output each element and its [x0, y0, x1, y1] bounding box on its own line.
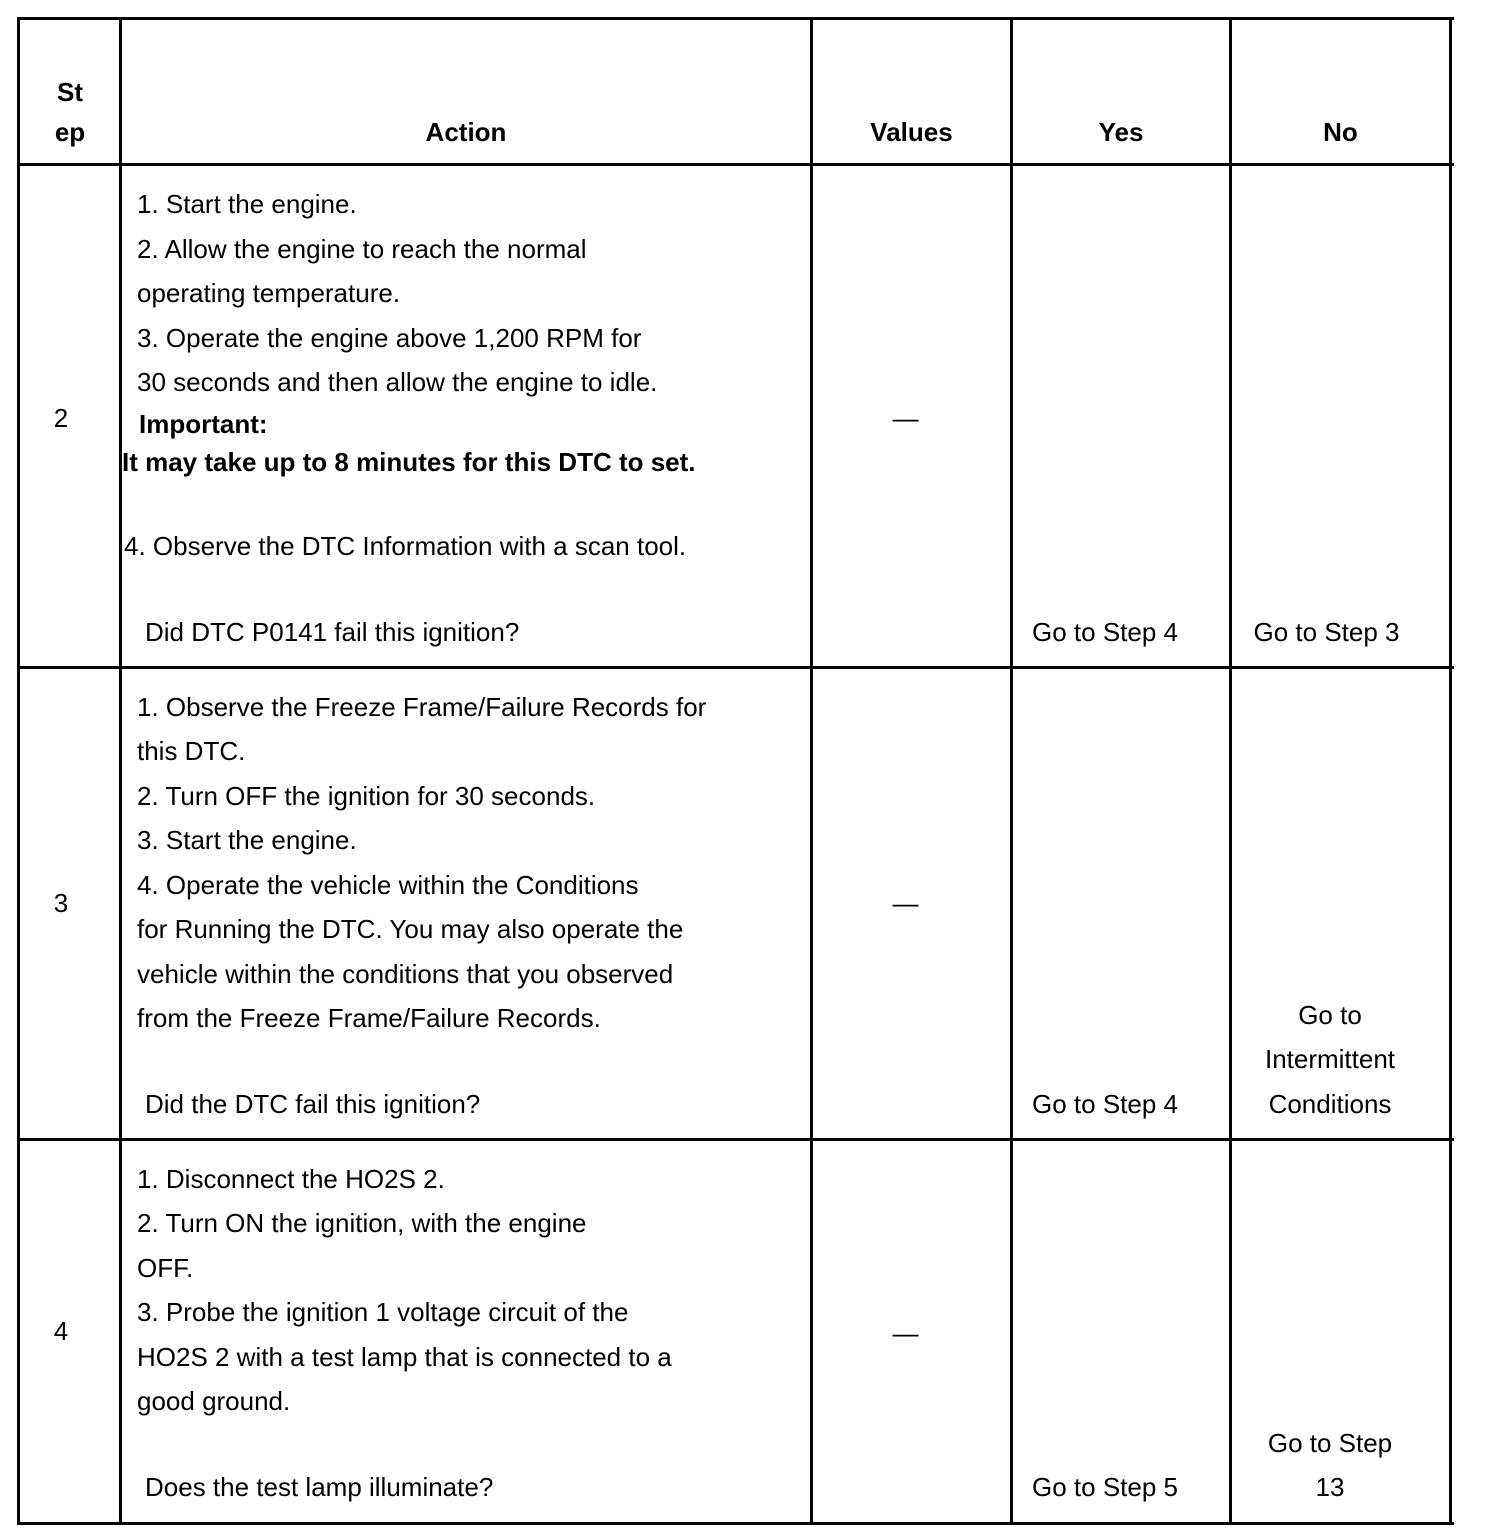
important-note: It may take up to 8 minutes for this DTC to set.	[122, 447, 696, 477]
yes-cell: Go to Step 4	[1032, 1089, 1178, 1119]
step-number: 4	[53, 1316, 69, 1346]
table-border-bottom	[17, 1522, 1454, 1525]
header-yes: Yes	[1098, 117, 1144, 147]
header-values: Values	[870, 117, 953, 147]
action-line: from the Freeze Frame/Failure Records.	[137, 1003, 601, 1033]
header-step-line2: ep	[54, 117, 86, 147]
action-line: 1. Observe the Freeze Frame/Failure Records for	[137, 692, 707, 722]
values-cell: —	[892, 888, 919, 918]
no-cell: Go to Step 3	[1253, 617, 1400, 647]
action-line: 2. Turn ON the ignition, with the engine	[137, 1208, 587, 1238]
values-cell: —	[892, 403, 919, 433]
action-line: for Running the DTC. You may also operate the	[137, 914, 684, 944]
no-cell: Intermittent	[1264, 1044, 1396, 1074]
action-line: HO2S 2 with a test lamp that is connected to a	[137, 1342, 672, 1372]
action-line: vehicle within the conditions that you observed	[137, 959, 674, 989]
action-line: this DTC.	[137, 736, 246, 766]
step-number: 3	[53, 888, 69, 918]
action-line: OFF.	[137, 1253, 194, 1283]
action-line: good ground.	[137, 1386, 291, 1416]
action-question: Did the DTC fail this ignition?	[145, 1089, 481, 1119]
row-divider	[17, 1138, 1454, 1141]
action-line: 4. Operate the vehicle within the Conditions	[137, 870, 639, 900]
yes-cell: Go to Step 4	[1032, 617, 1178, 647]
action-line: operating temperature.	[137, 278, 401, 308]
table-border-right	[1449, 17, 1452, 1525]
table-border-left	[17, 17, 20, 1525]
action-question: Does the test lamp illuminate?	[145, 1472, 494, 1502]
action-line: 30 seconds and then allow the engine to idle.	[137, 367, 658, 397]
action-line: 3. Operate the engine above 1,200 RPM for	[137, 323, 642, 353]
no-cell: 13	[1315, 1472, 1345, 1502]
row-divider	[17, 666, 1454, 669]
action-line: 1. Start the engine.	[137, 189, 357, 219]
action-line: 4. Observe the DTC Information with a scan tool.	[124, 531, 687, 561]
values-cell: —	[892, 1318, 919, 1348]
header-no: No	[1323, 117, 1358, 147]
header-divider	[17, 163, 1454, 166]
column-divider	[1229, 17, 1232, 1525]
column-divider	[810, 17, 813, 1525]
step-number: 2	[53, 403, 69, 433]
action-line: 2. Turn OFF the ignition for 30 seconds.	[137, 781, 596, 811]
action-line: 1. Disconnect the HO2S 2.	[137, 1164, 445, 1194]
column-divider	[1010, 17, 1013, 1525]
no-cell: Go to Step	[1267, 1428, 1393, 1458]
table-border-top	[17, 17, 1454, 20]
no-cell: Conditions	[1268, 1089, 1392, 1119]
action-question: Did DTC P0141 fail this ignition?	[145, 617, 520, 647]
column-divider	[119, 17, 122, 1525]
header-step-line1: St	[57, 77, 83, 107]
yes-cell: Go to Step 5	[1032, 1472, 1178, 1502]
no-cell: Go to	[1298, 1000, 1362, 1030]
header-action: Action	[425, 117, 507, 147]
action-line: 2. Allow the engine to reach the normal	[137, 234, 587, 264]
action-line: 3. Probe the ignition 1 voltage circuit of the	[137, 1297, 629, 1327]
action-line: 3. Start the engine.	[137, 825, 357, 855]
important-label: Important:	[139, 409, 268, 439]
